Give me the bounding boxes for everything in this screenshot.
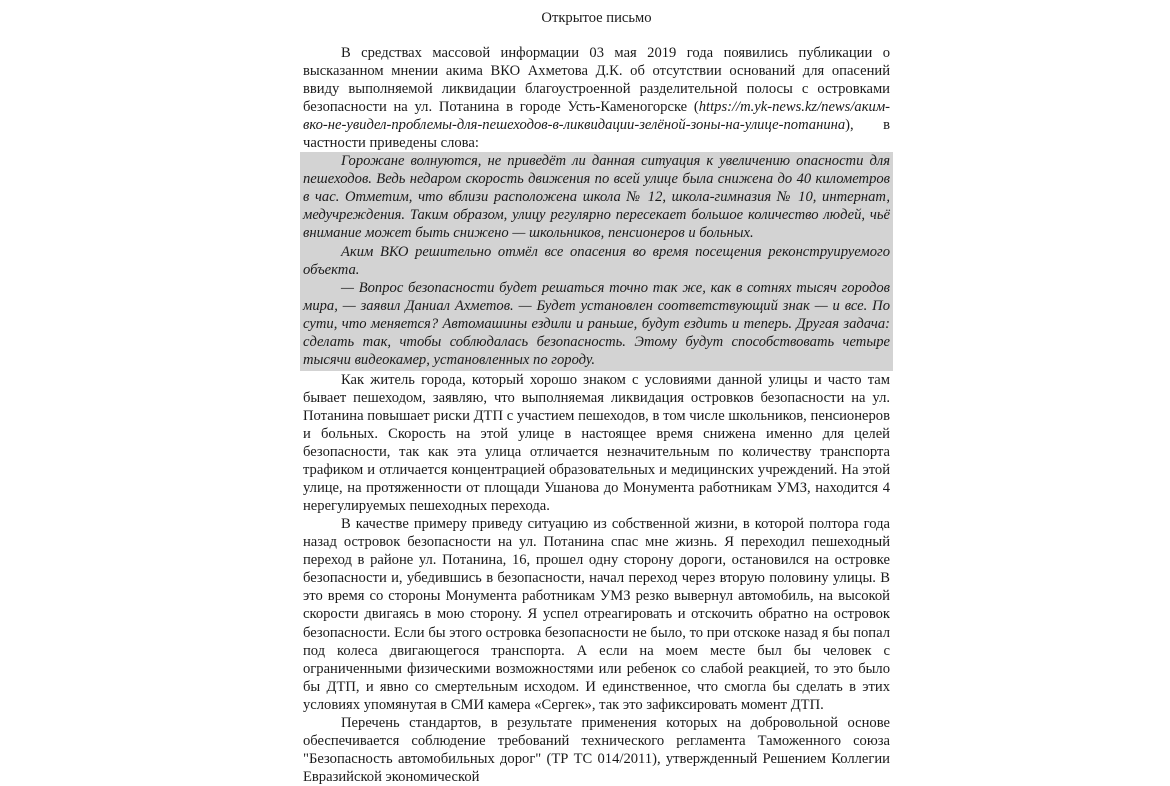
document-body — [303, 44, 890, 786]
quoted-block — [300, 152, 893, 371]
body-paragraph: В качестве примеру приведу ситуацию из собственной жизни, в которой полтора года назад островок безопасности на ул. Потанина спас мне жизнь. Я переходил пешеходный переход в районе ул. Потанина, 16, прошел одну сторону дороги, остановился на островке безопасности и, убедившись в безопасности, начал переход через вторую половину улицы. В это время со стороны Монумента работникам УМЗ резко вывернул автомобиль, на высокой скорости двигаясь в мою сторону. Я успел отреагировать и отскочить обратно на островок безопасности. Если бы этого островка безопасности не было, то при отскоке назад я бы попал под колеса двигающегося транспорта. А если на моем месте был бы человек с ограниченными физическими возможностями или ребенок со слабой реакцией, то это было бы ДТП, и явно со смертельным исходом. И единственное, что смогла бы сделать в этих условиях упомянутая в СМИ камера «Сергек», так это зафиксировать момент ДТП. — [303, 516, 890, 713]
intro-text-end: ), в частности приведены слова: — [303, 117, 890, 152]
document-title: Открытое письмо — [541, 10, 652, 26]
body-paragraph: Как житель города, который хорошо знаком с условиями данной улицы и часто там бывает пешеходом, заявляю, что выполняемая ликвидация островков безопасности на ул. Потанина повышает риски ДТП с участием пешеходов, в том числе школьников, пенсионеров и больных. Скорость на этой улице в настоящее время снижена именно для целей безопасности, так как эта улица отличается незначительным по количеству транспорта трафиком и отличается концентрацией образовательных и медицинских учреждений. На этой улице, на протяженности от площади Ушанова до Монумента работникам УМЗ, находится 4 нерегулируемых пешеходных перехода. — [303, 371, 890, 515]
quote-paragraph: — Вопрос безопасности будет решаться точно так же, как в сотнях тысяч городов мира, — заявил Даниал Ахметов. — Будет установлен соответствующий знак — и все. По сути, что меняется? Автомашины ездили и раньше, будут ездить и теперь. Другая задача: сделать так, чтобы соблюдалась безопасность. Этому будут способствовать четыре тысячи видеокамер, установленных по городу. — [303, 279, 890, 368]
source-link[interactable]: https://m.yk-news.kz/news/аким-вко-не-увидел-проблемы-для-пешеходов-в-ликвидации-зелёной-зоны-на-улице-потанина — [303, 99, 890, 134]
intro-text: В средствах массовой информации 03 мая 2019 года появились публикации о высказанном мнении акима ВКО Ахметова Д.К. об отсутствии оснований для опасений ввиду выполняемой ликвидации благоустроенной разделительной полосы с островками безопасности на ул. Потанина в городе Усть-Каменогорске ( — [303, 45, 890, 116]
quote-paragraph: Аким ВКО решительно отмёл все опасения во время посещения реконструируемого объекта. — [303, 243, 890, 278]
body-paragraph: Перечень стандартов, в результате применения которых на добровольной основе обеспечивается соблюдение требований технического регламента Таможенного союза "Безопасность автомобильных дорог" (ТР ТС 014/2011), утвержденный Решением Коллегии Евразийской экономической — [303, 714, 890, 785]
intro-paragraph — [303, 44, 890, 152]
quote-paragraph: Горожане волнуются, не приведёт ли данная ситуация к увеличению опасности для пешеходов. Ведь недаром скорость движения по всей улице была снижена до 40 километров в час. Отметим, что вблизи расположена школа № 12, школа-гимназия № 10, интернат, медучреждения. Таким образом, улицу регулярно пересекает большое количество людей, чьё внимание может быть снижено — школьников, пенсионеров и больных. — [303, 153, 890, 242]
